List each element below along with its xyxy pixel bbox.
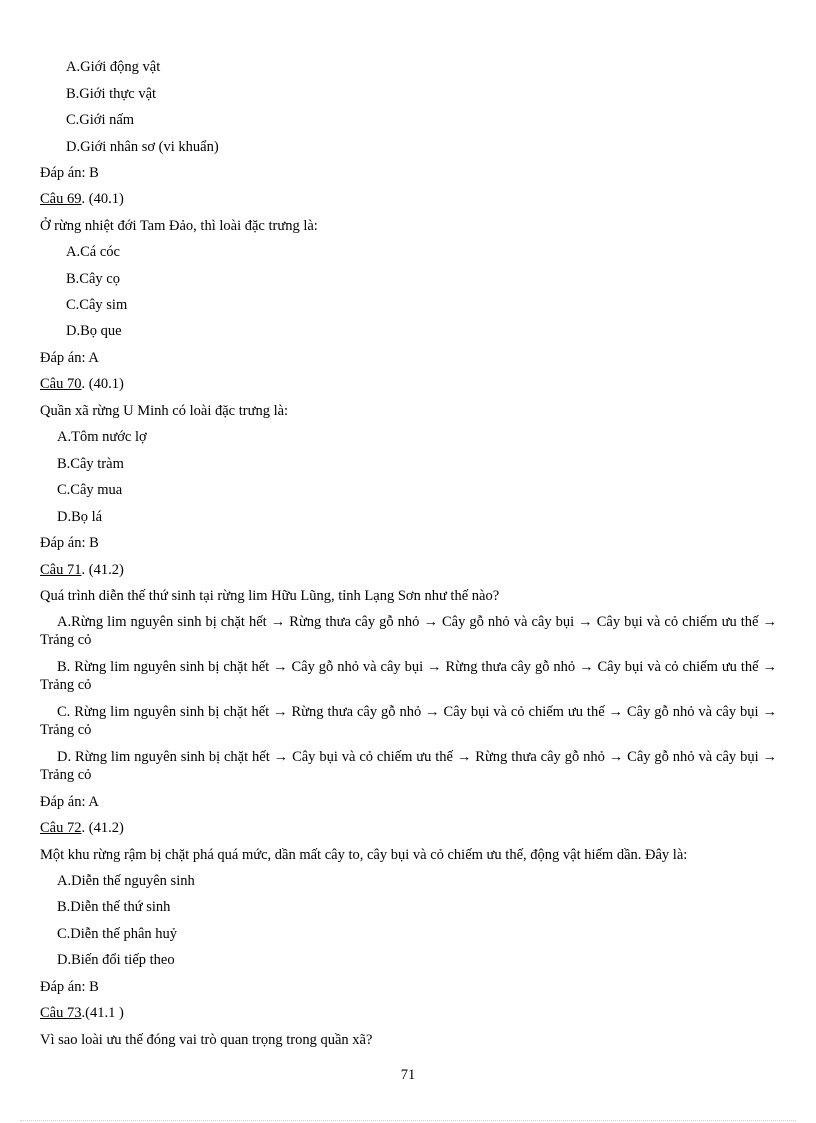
q68-answer: Đáp án: B [40,165,99,181]
q73-ref: .(41.1 ) [81,1005,124,1021]
q72-option-a: A.Diễn thế nguyên sinh [57,873,195,889]
q69-answer: Đáp án: A [40,350,99,366]
q69-label: Câu 69 [40,191,82,207]
q70-answer: Đáp án: B [40,535,99,551]
q72-option-b: B.Diễn thế thứ sinh [57,899,171,915]
q71-label: Câu 71 [40,562,82,578]
q71-option-a: A.Rừng lim nguyên sinh bị chặt hết → Rừng thưa cây gỗ nhỏ → Cây gỗ nhỏ và cây bụi → Cây bụi và cỏ chiếm ưu thế → Trảng cỏ [40,614,777,648]
q72-heading [40,819,124,837]
q69-option-c: C.Cây sim [66,297,128,313]
q70-label: Câu 70 [40,376,82,392]
q69-question: Ở rừng nhiệt đới Tam Đảo, thì loài đặc trưng là: [40,218,318,234]
q69-option-a: A.Cá cóc [66,244,120,260]
q70-heading [40,375,124,393]
q70-option-b: B.Cây tràm [57,456,124,472]
q70-question: Quần xã rừng U Minh có loài đặc trưng là: [40,403,289,419]
q72-option-c: C.Diễn thế phân huỷ [57,926,178,942]
q70-option-d: D.Bọ lá [57,509,103,525]
q71-heading [40,561,124,579]
q70-option-c: C.Cây mua [57,482,123,498]
q71-question: Quá trình diễn thế thứ sinh tại rừng lim Hữu Lũng, tỉnh Lạng Sơn như thế nào? [40,588,500,604]
q69-heading [40,190,124,208]
q72-question: Một khu rừng rậm bị chặt phá quá mức, dần mất cây to, cây bụi và cỏ chiếm ưu thế, động vật hiếm dần. Đây là: [40,847,688,863]
q72-answer: Đáp án: B [40,979,99,995]
q71-answer: Đáp án: A [40,794,99,810]
q71-ref: . (41.2) [81,562,124,578]
q72-label: Câu 72 [40,820,82,836]
q71-option-c: C. Rừng lim nguyên sinh bị chặt hết → Rừng thưa cây gỗ nhỏ → Cây bụi và cỏ chiếm ưu thế → Cây gỗ nhỏ và cây bụi → Trảng cỏ [40,704,777,738]
q72-ref: . (41.2) [81,820,124,836]
q70-ref: . (40.1) [81,376,124,392]
q73-heading [40,1004,124,1022]
q71-option-b: B. Rừng lim nguyên sinh bị chặt hết → Cây gỗ nhỏ và cây bụi → Rừng thưa cây gỗ nhỏ → Cây bụi và cỏ chiếm ưu thế → Trảng cỏ [40,659,777,693]
q68-option-a: A.Giới động vật [66,59,161,75]
page-number: 71 [400,1067,416,1083]
q69-ref: . (40.1) [81,191,124,207]
page-bottom-divider [20,1120,796,1121]
q68-option-c: C.Giới nấm [66,112,135,128]
q73-question: Vì sao loài ưu thế đóng vai trò quan trọng trong quần xã? [40,1032,373,1048]
q71-option-d: D. Rừng lim nguyên sinh bị chặt hết → Cây bụi và cỏ chiếm ưu thế → Rừng thưa cây gỗ nhỏ → Cây gỗ nhỏ và cây bụi → Trảng cỏ [40,749,777,783]
q72-option-d: D.Biến đổi tiếp theo [57,952,175,968]
q69-option-b: B.Cây cọ [66,271,120,287]
q68-option-b: B.Giới thực vật [66,86,157,102]
q73-label: Câu 73 [40,1005,82,1021]
q68-option-d: D.Giới nhân sơ (vi khuẩn) [66,139,219,155]
q69-option-d: D.Bọ que [66,323,122,339]
q70-option-a: A.Tôm nước lợ [57,429,147,445]
